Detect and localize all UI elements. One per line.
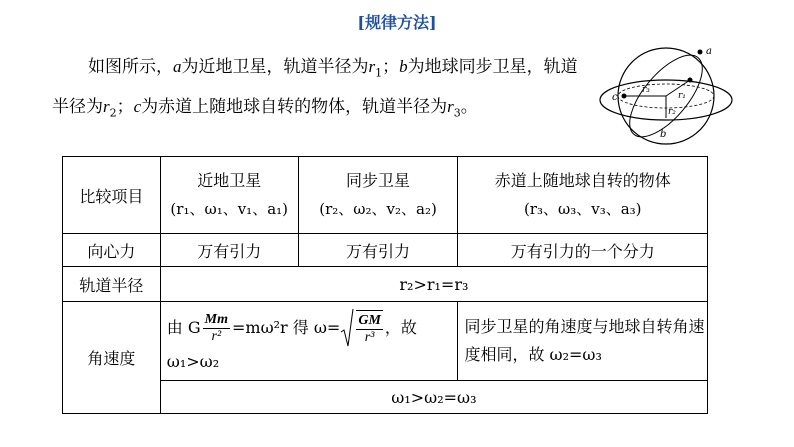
table-row [63,302,708,381]
label-b: b [660,129,667,140]
cell-force-1: 万有引力 [160,234,298,267]
label-a: a [706,46,712,57]
row-label-force: 向心力 [63,234,161,267]
intro-paragraph: 如图所示，a为近地卫星，轨道半径为$r_1$；b为地球同步卫星，轨道半径为$r_2$；c为赤道上随地球自转的物体，轨道半径为$r_3$。 [52,57,578,120]
row-label-radius: 轨道半径 [63,267,161,302]
label-r2: r₂ [668,107,676,117]
header-compare-item: 比较项目 [63,157,161,234]
cell-force-3: 万有引力的一个分力 [458,234,708,267]
fraction-gm-r3: $\frac{GM}{\text{r³}}$ [356,310,383,346]
cell-omega-summary: ω₁>ω₂=ω₃ [160,381,707,414]
header-sync: 同步卫星 (r₂、ω₂、v₂、a₂) [298,157,458,234]
header-equator: 赤道上随地球自转的物体 (r₃、ω₃、v₃、a₃) [458,157,708,234]
table-header-row [63,157,708,234]
label-c: c [612,92,618,103]
comparison-table [62,156,708,414]
row-label-omega: 角速度 [63,302,161,414]
table-row [63,267,708,302]
cell-force-2: 万有引力 [298,234,458,267]
fraction-mm-r2: $\frac{Mm}{\text{r²}}$ [204,311,229,344]
cell-omega-note: 同步卫星的角速度与地球自转角速度相同，故 ω₂=ω₃ [458,302,708,381]
label-r3: r₃ [642,85,650,95]
header-near-earth: 近地卫星 (r₁、ω₁、v₁、a₁) [160,157,298,234]
orbit-diagram [586,40,746,152]
section-heading: [规律方法] [357,13,437,32]
sqrt-sign [340,308,354,348]
cell-radius: r₂>r₁=r₃ [160,267,707,302]
cell-omega-formula: 由 G $\frac{Mm}{\text{r²}}$ =mω²r 得 ω= $\frac{GM}{\text{r³}}$ ，故 ω₁>ω₂ [160,302,458,381]
label-r1: r₁ [678,91,686,101]
table-row [63,234,708,267]
